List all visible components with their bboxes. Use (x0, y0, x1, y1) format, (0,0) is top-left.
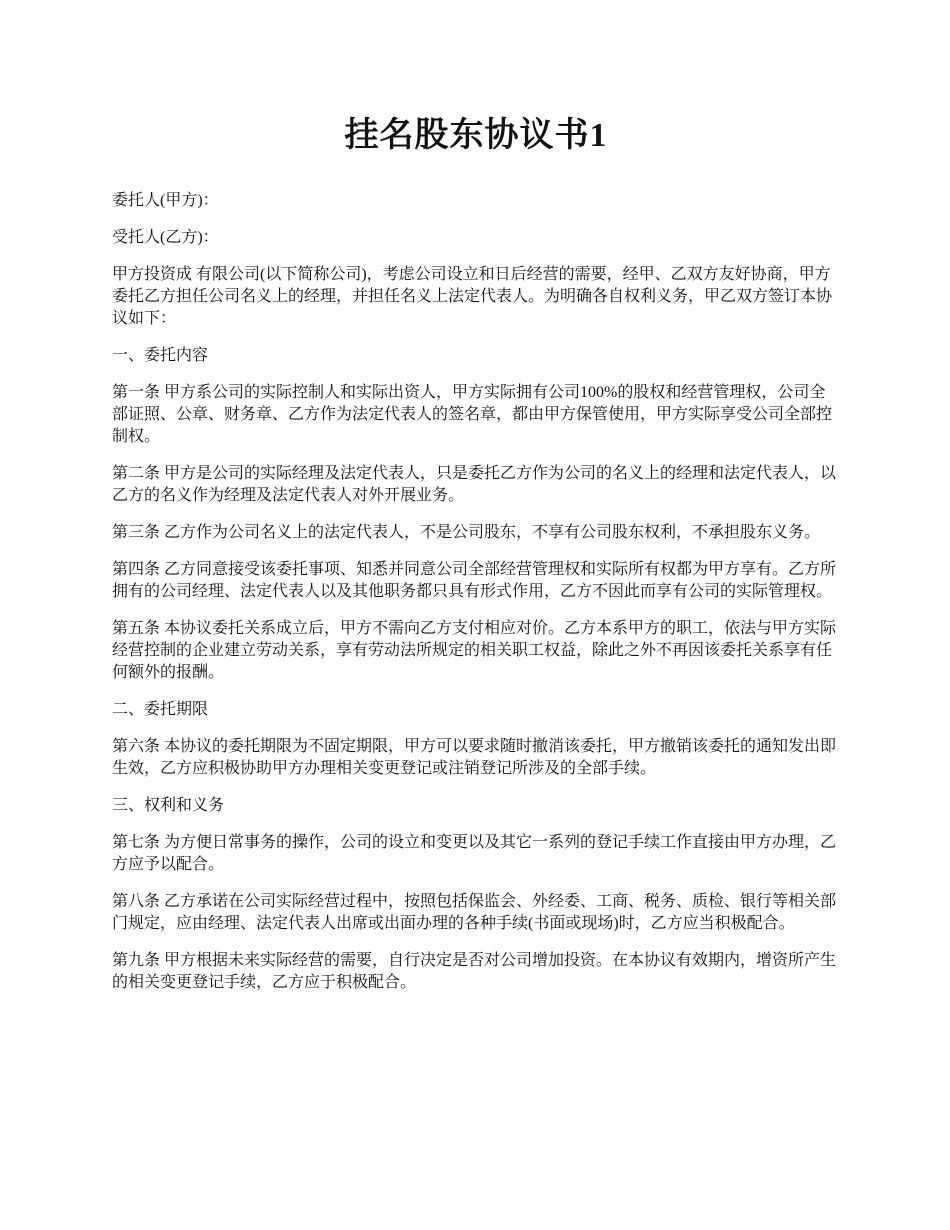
party-a-line: 委托人(甲方)： (112, 192, 219, 209)
article-1: 第一条 甲方系公司的实际控制人和实际出资人，甲方实际拥有公司100%的股权和经营管理权，公司全部证照、公章、财务章、乙方作为法定代表人的签名章，都由甲方保管使用，甲方实际享受公司全部控制权。 (112, 384, 833, 445)
article-5: 第五条 本协议委托关系成立后，甲方不需向乙方支付相应对价。乙方本系甲方的职工，依法与甲方实际经营控制的企业建立劳动关系，享有劳动法所规定的相关职工权益，除此之外不再因该委托关系享有任何额外的报酬。 (112, 620, 837, 681)
article-7: 第七条 为方便日常事务的操作，公司的设立和变更以及其它一系列的登记手续工作直接由甲方办理，乙方应予以配合。 (112, 834, 837, 873)
intro-paragraph: 甲方投资成 有限公司(以下简称公司)，考虑公司设立和日后经营的需要，经甲、乙双方友好协商，甲方委托乙方担任公司名义上的经理，并担任名义上法定代表人。为明确各自权利义务，甲乙双方签订本协议如下： (112, 266, 833, 327)
document-title: 挂名股东协议书1 (344, 117, 608, 154)
party-b-line: 受托人(乙方)： (112, 229, 219, 246)
article-3: 第三条 乙方作为公司名义上的法定代表人，不是公司股东，不享有公司股东权利，不承担股东义务。 (112, 524, 821, 541)
section-heading-rights: 三、权利和义务 (112, 797, 225, 814)
section-heading-delegation: 一、委托内容 (112, 347, 209, 364)
article-4: 第四条 乙方同意接受该委托事项、知悉并同意公司全部经营管理权和实际所有权都为甲方享有。乙方所拥有的公司经理、法定代表人以及其他职务都只具有形式作用，乙方不因此而享有公司的实际管理权。 (112, 561, 837, 600)
section-heading-term: 二、委托期限 (112, 701, 209, 718)
article-8: 第八条 乙方承诺在公司实际经营过程中，按照包括保监会、外经委、工商、税务、质检、银行等相关部门规定，应由经理、法定代表人出席或出面办理的各种手续(书面或现场)时，乙方应当积极配合。 (112, 893, 837, 932)
article-6: 第六条 本协议的委托期限为不固定期限，甲方可以要求随时撤消该委托，甲方撤销该委托的通知发出即生效，乙方应积极协助甲方办理相关变更登记或注销登记所涉及的全部手续。 (112, 738, 837, 777)
article-2: 第二条 甲方是公司的实际经理及法定代表人，只是委托乙方作为公司的名义上的经理和法定代表人，以乙方的名义作为经理及法定代表人对外开展业务。 (112, 465, 837, 504)
article-9: 第九条 甲方根据未来实际经营的需要，自行决定是否对公司增加投资。在本协议有效期内，增资所产生的相关变更登记手续，乙方应于积极配合。 (112, 952, 837, 991)
